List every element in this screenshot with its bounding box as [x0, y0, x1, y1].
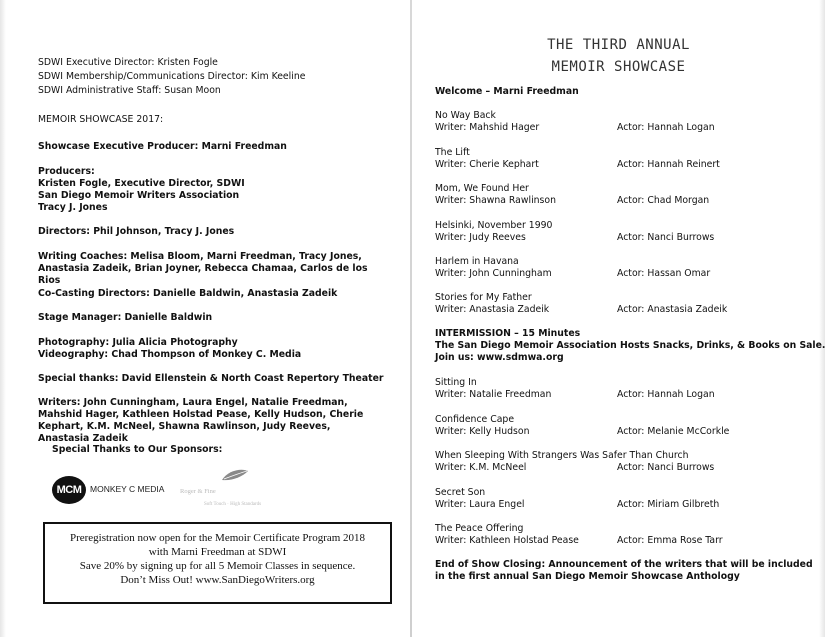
sponsor-logo-2: [178, 466, 278, 512]
closing-line-1: End of Show Closing: Announcement of the writers that will be included: [435, 559, 813, 570]
stage-manager: Stage Manager: Danielle Baldwin: [38, 312, 213, 323]
piece-writer: Writer: Kelly Hudson: [435, 426, 530, 437]
piece-title: Stories for My Father: [435, 292, 532, 303]
piece-title: Sitting In: [435, 377, 477, 388]
intermission-link: Join us: www.sdmwa.org: [435, 352, 564, 363]
promo-line-1: Preregistration now open for the Memoir Certificate Program 2018: [69, 532, 366, 544]
writing-coaches: Writing Coaches: Melisa Bloom, Marni Freedman, Tracy Jones, Anastasia Zadeik, Brian Joyner, Rebecca Chamaa, Carlos de los Rios: [38, 251, 368, 286]
piece-actor: Actor: Anastasia Zadeik: [617, 304, 728, 315]
photography: Photography: Julia Alicia Photography: [38, 337, 238, 348]
piece-title: Confidence Cape: [435, 414, 515, 425]
monkey-c-media-logo: MCM: [52, 476, 86, 504]
piece-actor: Actor: Chad Morgan: [617, 195, 710, 206]
leaf-icon: [220, 468, 250, 484]
piece-actor: Actor: Melanie McCorkle: [617, 426, 730, 437]
piece-title: Harlem in Havana: [435, 256, 519, 267]
special-thanks: Special thanks: David Ellenstein & North Coast Repertory Theater: [38, 373, 384, 384]
piece-writer: Writer: Anastasia Zadeik: [435, 304, 550, 315]
videography: Videography: Chad Thompson of Monkey C. Media: [38, 349, 302, 360]
showcase-heading: MEMOIR SHOWCASE 2017:: [38, 114, 164, 125]
piece-title: Secret Son: [435, 487, 486, 498]
piece-actor: Actor: Hannah Reinert: [617, 159, 720, 170]
piece-title: Mom, We Found Her: [435, 183, 529, 194]
piece-title: The Lift: [435, 147, 470, 158]
piece-writer: Writer: John Cunningham: [435, 268, 552, 279]
piece-actor: Actor: Nanci Burrows: [617, 232, 715, 243]
piece-actor: Actor: Emma Rose Tarr: [617, 535, 723, 546]
closing-line-2: in the first annual San Diego Memoir Showcase Anthology: [435, 571, 740, 582]
program-title-line-1: THE THIRD ANNUAL: [547, 37, 690, 53]
piece-writer: Writer: Natalie Freedman: [435, 389, 552, 400]
promo-box: [43, 522, 392, 604]
piece-actor: Actor: Miriam Gilbreth: [617, 499, 720, 510]
page-edge-left: [0, 0, 6, 637]
piece-writer: Writer: Mahshid Hager: [435, 122, 540, 133]
intermission-note: The San Diego Memoir Association Hosts Snacks, Drinks, & Books on Sale.: [435, 340, 825, 351]
producer-2: San Diego Memoir Writers Association: [38, 190, 240, 201]
piece-writer: Writer: Shawna Rawlinson: [435, 195, 556, 206]
welcome: Welcome – Marni Freedman: [435, 86, 579, 97]
piece-title: Helsinki, November 1990: [435, 220, 553, 231]
promo-line-3: Save 20% by signing up for all 5 Memoir Classes in sequence.: [79, 560, 356, 572]
sponsor-2-name: Roger & Fine: [180, 488, 216, 495]
piece-writer: Writer: K.M. McNeel: [435, 462, 527, 473]
piece-actor: Actor: Hannah Logan: [617, 122, 715, 133]
piece-actor: Actor: Hassan Omar: [617, 268, 711, 279]
staff-executive-director: SDWI Executive Director: Kristen Fogle: [38, 57, 218, 68]
staff-membership-director: SDWI Membership/Communications Director: Kim Keeline: [38, 71, 306, 82]
monkey-c-media-name: MONKEY C MEDIA: [90, 484, 165, 494]
page-edge-right: [819, 0, 825, 637]
producers-heading: Producers:: [38, 166, 95, 177]
piece-title: No Way Back: [435, 110, 496, 121]
piece-title: The Peace Offering: [435, 523, 524, 534]
intermission-heading: INTERMISSION – 15 Minutes: [435, 328, 581, 339]
co-casting-directors: Co-Casting Directors: Danielle Baldwin, Anastasia Zadeik: [38, 288, 338, 299]
sponsors-heading: Special Thanks to Our Sponsors:: [52, 444, 223, 455]
page-fold: [410, 0, 412, 637]
piece-writer: Writer: Kathleen Holstad Pease: [435, 535, 579, 546]
sponsor-2-tagline: Soft Touch · High Standards: [204, 502, 262, 507]
directors: Directors: Phil Johnson, Tracy J. Jones: [38, 226, 235, 237]
producer-1: Kristen Fogle, Executive Director, SDWI: [38, 178, 245, 189]
piece-writer: Writer: Cherie Kephart: [435, 159, 539, 170]
program-title-line-2: MEMOIR SHOWCASE: [551, 59, 686, 75]
promo-line-4: Don’t Miss Out! www.SanDiegoWriters.org: [120, 574, 315, 586]
promo-line-2: with Marni Freedman at SDWI: [148, 546, 287, 558]
staff-administrative: SDWI Administrative Staff: Susan Moon: [38, 85, 221, 96]
piece-writer: Writer: Laura Engel: [435, 499, 525, 510]
executive-producer: Showcase Executive Producer: Marni Freedman: [38, 141, 287, 152]
producer-3: Tracy J. Jones: [38, 202, 108, 213]
writers-list: Writers: John Cunningham, Laura Engel, Natalie Freedman, Mahshid Hager, Kathleen Holstad Pease, Kelly Hudson, Cherie Kephart, K.M. McNeel, Shawna Rawlinson, Judy Reeves, Anastasia Zadeik: [38, 397, 364, 444]
piece-actor: Actor: Nanci Burrows: [617, 462, 715, 473]
piece-title: When Sleeping With Strangers Was Safer Than Church: [435, 450, 689, 461]
piece-actor: Actor: Hannah Logan: [617, 389, 715, 400]
piece-writer: Writer: Judy Reeves: [435, 232, 526, 243]
